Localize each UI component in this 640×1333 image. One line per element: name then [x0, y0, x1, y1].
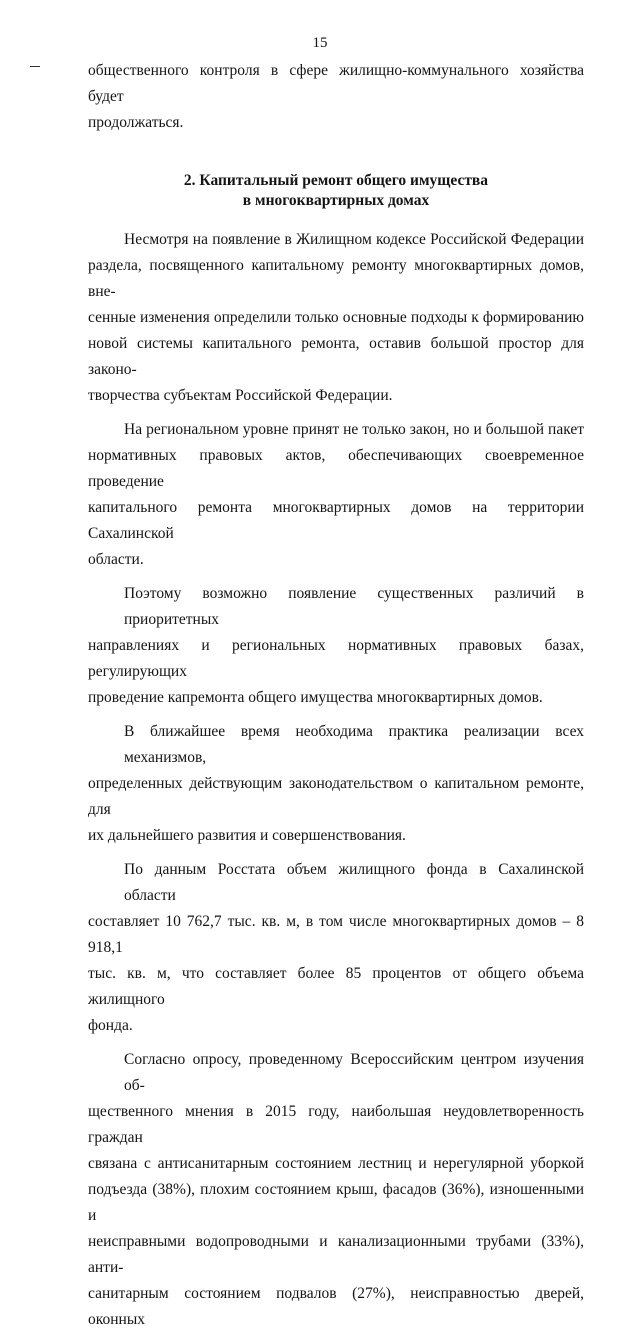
text-line: тыс. кв. м, что составляет более 85 процентов от общего объема жилищного	[88, 965, 584, 1008]
text-line: Поэтому возможно появление существенных различий в приоритетных	[124, 585, 584, 628]
text-line: нормативных правовых актов, обеспечивающих своевременное проведение	[88, 447, 584, 490]
text-line: направлениях и региональных нормативных правовых базах, регулирующих	[88, 637, 584, 680]
heading-line: в многоквартирных домах	[242, 192, 430, 209]
text-line: В ближайшее время необходима практика реализации всех механизмов,	[124, 723, 584, 766]
text-line: их дальнейшего развития и совершенствования.	[88, 827, 406, 844]
paragraph-4	[88, 719, 584, 849]
paragraph-2	[88, 417, 584, 573]
text-line: проведение капремонта общего имущества многоквартирных домов.	[88, 689, 543, 706]
body-text	[88, 58, 584, 1333]
text-line: подъезда (38%), плохим состоянием крыш, фасадов (36%), изношенными и	[88, 1181, 584, 1224]
text-line: общественного контроля в сфере жилищно-коммунального хозяйства будет	[88, 62, 584, 105]
text-line: сенные изменения определили только основные подходы к формированию	[88, 309, 584, 326]
text-line: продолжаться.	[88, 114, 184, 131]
text-line: На региональном уровне принят не только закон, но и большой пакет	[124, 421, 584, 438]
text-line: определенных действующим законодательством о капитальном ремонте, для	[88, 775, 584, 818]
text-line: составляет 10 762,7 тыс. кв. м, в том числе многоквартирных домов – 8 918,1	[88, 913, 584, 956]
text-line: капитального ремонта многоквартирных домов на территории Сахалинской	[88, 499, 584, 542]
text-line: области.	[88, 551, 144, 568]
text-line: раздела, посвященного капитальному ремонту многоквартирных домов, вне-	[88, 257, 584, 300]
text-line: творчества субъектам Российской Федерации.	[88, 387, 393, 404]
page-number: 15	[312, 35, 328, 51]
margin-dash-mark	[30, 66, 40, 67]
text-line: связана с антисанитарным состоянием лестниц и нерегулярной уборкой	[88, 1155, 584, 1172]
text-line: фонда.	[88, 1017, 133, 1034]
section-heading	[88, 171, 584, 211]
text-line: щественного мнения в 2015 году, наибольшая неудовлетворенность граждан	[88, 1103, 584, 1146]
text-line: Согласно опросу, проведенному Всероссийским центром изучения об-	[124, 1051, 584, 1094]
text-line: По данным Росстата объем жилищного фонда в Сахалинской области	[124, 861, 584, 904]
paragraph-5	[88, 857, 584, 1039]
intro-paragraph	[88, 58, 584, 136]
paragraph-3	[88, 581, 584, 711]
text-line: новой системы капитального ремонта, оставив большой простор для законо-	[88, 335, 584, 378]
text-line: неисправными водопроводными и канализационными трубами (33%), анти-	[88, 1233, 584, 1276]
text-line: санитарным состоянием подвалов (27%), неисправностью дверей, оконных	[88, 1285, 584, 1328]
heading-line: 2. Капитальный ремонт общего имущества	[183, 172, 489, 189]
paragraph-1	[88, 227, 584, 409]
text-line: Несмотря на появление в Жилищном кодексе Российской Федерации	[124, 231, 584, 248]
paragraph-6	[88, 1047, 584, 1333]
